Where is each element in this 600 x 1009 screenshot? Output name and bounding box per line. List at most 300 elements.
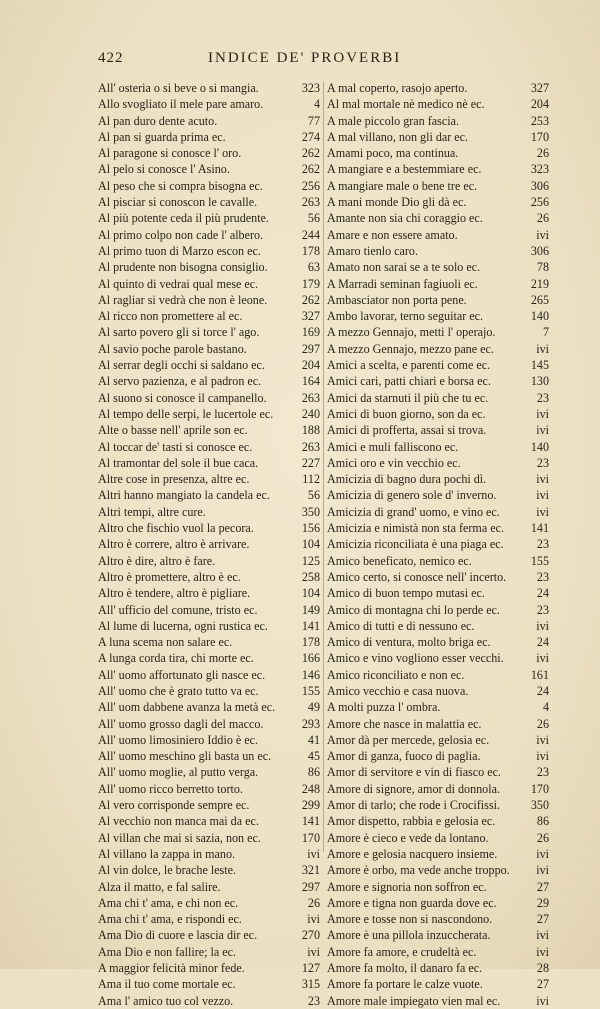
proverb-text: Al pan duro dente acuto. bbox=[98, 113, 218, 128]
page-reference: 56 bbox=[307, 211, 320, 226]
index-entry bbox=[327, 96, 549, 112]
page-reference: 26 bbox=[536, 830, 549, 845]
proverb-text: Amicizia riconciliata è una piaga ec. bbox=[327, 537, 504, 552]
page-reference: 4 bbox=[542, 700, 549, 715]
page-reference: 274 bbox=[301, 129, 320, 144]
index-entry bbox=[327, 536, 549, 552]
index-entry bbox=[98, 243, 320, 259]
index-entry bbox=[98, 520, 320, 536]
proverb-text: Ama chi t' ama, e chi non ec. bbox=[98, 895, 239, 910]
proverb-text: Al ricco non promettere al ec. bbox=[98, 309, 243, 324]
index-entry bbox=[327, 406, 549, 422]
page-reference: ivi bbox=[536, 944, 549, 959]
proverb-text: Al primo colpo non cade l' albero. bbox=[98, 227, 264, 242]
page-reference: 321 bbox=[301, 863, 320, 878]
index-entry bbox=[327, 341, 549, 357]
index-entry bbox=[98, 471, 320, 487]
page-reference: ivi bbox=[536, 227, 549, 242]
page-reference: 227 bbox=[301, 455, 320, 470]
index-entry bbox=[327, 993, 549, 1009]
page-reference: 293 bbox=[301, 716, 320, 731]
index-entry bbox=[98, 357, 320, 373]
proverb-text: Amici cari, patti chiari e borsa ec. bbox=[327, 374, 491, 389]
proverb-text: A luna scema non salare ec. bbox=[98, 635, 233, 650]
index-entry bbox=[327, 455, 549, 471]
proverb-text: Ambasciator non porta pene. bbox=[327, 292, 467, 307]
page-reference: 26 bbox=[536, 146, 549, 161]
index-entry bbox=[327, 439, 549, 455]
index-entry bbox=[327, 194, 549, 210]
index-entry bbox=[327, 797, 549, 813]
proverb-text: Alte o basse nell' aprile son ec. bbox=[98, 423, 248, 438]
proverb-text: Amare e non essere amato. bbox=[327, 227, 458, 242]
index-entry bbox=[98, 618, 320, 634]
proverb-text: Ambo lavorar, terno seguitar ec. bbox=[327, 309, 484, 324]
proverb-text: Al ragliar si vedrà che non è leone. bbox=[98, 292, 268, 307]
page-reference: 41 bbox=[307, 732, 320, 747]
index-entry bbox=[327, 390, 549, 406]
page-reference: 24 bbox=[536, 683, 549, 698]
proverb-text: Al pisciar si conoscon le cavalle. bbox=[98, 195, 258, 210]
page-reference: 27 bbox=[536, 879, 549, 894]
index-entry bbox=[327, 569, 549, 585]
index-entry bbox=[327, 895, 549, 911]
page-reference: 178 bbox=[301, 243, 320, 258]
proverb-text: All' uomo ricco berretto torto. bbox=[98, 781, 243, 796]
proverb-text: Amico e vino vogliono esser vecchi. bbox=[327, 651, 504, 666]
page-reference: 156 bbox=[301, 521, 320, 536]
proverb-text: Amore e gelosia nacquero insieme. bbox=[327, 846, 498, 861]
page-reference: 263 bbox=[301, 439, 320, 454]
page-reference: 141 bbox=[530, 521, 549, 536]
column-divider bbox=[323, 82, 324, 852]
page-reference: 350 bbox=[301, 504, 320, 519]
page-reference: 4 bbox=[313, 97, 320, 112]
proverb-text: Alza il matto, e fal salire. bbox=[98, 879, 221, 894]
page-reference: ivi bbox=[536, 488, 549, 503]
right-column bbox=[327, 80, 549, 1009]
proverb-text: Ama Dio di cuore e lascia dir ec. bbox=[98, 928, 258, 943]
page-reference: 188 bbox=[301, 423, 320, 438]
index-entry bbox=[98, 406, 320, 422]
proverb-text: Al savio poche parole bastano. bbox=[98, 341, 247, 356]
index-entry bbox=[98, 455, 320, 471]
index-entry bbox=[327, 308, 549, 324]
index-entry bbox=[98, 227, 320, 243]
index-entry bbox=[327, 667, 549, 683]
page-reference: 23 bbox=[536, 390, 549, 405]
index-entry bbox=[327, 113, 549, 129]
page-reference: 23 bbox=[536, 569, 549, 584]
proverb-text: Amico di montagna chi lo perde ec. bbox=[327, 602, 500, 617]
proverb-text: Amico di tutti e di nessuno ec. bbox=[327, 618, 475, 633]
index-entry bbox=[98, 699, 320, 715]
proverb-text: All' uom dabbene avanza la metà ec. bbox=[98, 700, 276, 715]
index-entry bbox=[98, 830, 320, 846]
proverb-text: Al peso che si compra bisogna ec. bbox=[98, 178, 263, 193]
page-reference: 297 bbox=[301, 341, 320, 356]
page-reference: 179 bbox=[301, 276, 320, 291]
index-entry bbox=[98, 813, 320, 829]
page-reference: 145 bbox=[530, 358, 549, 373]
index-entry bbox=[98, 129, 320, 145]
page-reference: 146 bbox=[301, 667, 320, 682]
index-entry bbox=[98, 276, 320, 292]
index-entry bbox=[98, 341, 320, 357]
index-entry bbox=[327, 618, 549, 634]
proverb-text: Amor di tarlo; che rode i Crocifissi. bbox=[327, 798, 500, 813]
proverb-text: Amore fa molto, il danaro fa ec. bbox=[327, 961, 483, 976]
proverb-text: All' osteria o si beve o si mangia. bbox=[98, 81, 259, 95]
proverb-text: Al vecchio non manca mai da ec. bbox=[98, 814, 259, 829]
running-header bbox=[98, 50, 540, 72]
index-entry bbox=[327, 324, 549, 340]
proverb-text: Al paragone si conosce l' oro. bbox=[98, 146, 242, 161]
index-entry bbox=[98, 96, 320, 112]
proverb-text: All' uomo limosiniero Iddio è ec. bbox=[98, 732, 259, 747]
index-entry bbox=[327, 80, 549, 96]
page-reference: 155 bbox=[301, 683, 320, 698]
index-entry bbox=[98, 797, 320, 813]
page-reference: 315 bbox=[301, 977, 320, 992]
page-reference: 140 bbox=[530, 439, 549, 454]
page-reference: 77 bbox=[307, 113, 320, 128]
index-entry bbox=[327, 243, 549, 259]
proverb-text: Amico beneficato, nemico ec. bbox=[327, 553, 472, 568]
proverb-text: Altro è promettere, altro è ec. bbox=[98, 569, 241, 584]
page-reference: 125 bbox=[301, 553, 320, 568]
page-reference: 127 bbox=[301, 961, 320, 976]
proverb-text: Amore è una pillola inzuccherata. bbox=[327, 928, 491, 943]
proverb-text: Altri hanno mangiato la candela ec. bbox=[98, 488, 270, 503]
index-entry bbox=[327, 129, 549, 145]
page-reference: 219 bbox=[530, 276, 549, 291]
page-reference: ivi bbox=[536, 993, 549, 1008]
index-entry bbox=[327, 830, 549, 846]
index-entry bbox=[327, 520, 549, 536]
proverb-text: Al villan che mai si sazia, non ec. bbox=[98, 830, 261, 845]
proverb-text: Altro è dire, altro è fare. bbox=[98, 553, 216, 568]
index-entry bbox=[98, 373, 320, 389]
proverb-text: Amici e muli falliscono ec. bbox=[327, 439, 459, 454]
proverb-text: A mani monde Dio gli dà ec. bbox=[327, 195, 467, 210]
index-entry bbox=[98, 764, 320, 780]
proverb-text: Ama chi t' ama, e rispondi ec. bbox=[98, 912, 242, 927]
page-reference: 141 bbox=[301, 618, 320, 633]
proverb-text: Al tramontar del sole il bue caca. bbox=[98, 455, 259, 470]
proverb-text: Amore è orbo, ma vede anche troppo. bbox=[327, 863, 510, 878]
page-reference: 112 bbox=[302, 472, 320, 487]
index-entry bbox=[327, 553, 549, 569]
page-reference: 7 bbox=[542, 325, 549, 340]
page-reference: 178 bbox=[301, 635, 320, 650]
index-entry bbox=[327, 862, 549, 878]
proverb-text: Altro è tendere, altro è pigliare. bbox=[98, 586, 251, 601]
index-entry bbox=[98, 210, 320, 226]
proverb-text: Al vin dolce, le brache leste. bbox=[98, 863, 237, 878]
index-entry bbox=[98, 145, 320, 161]
page-reference: 86 bbox=[536, 814, 549, 829]
proverb-text: Amante non sia chi coraggio ec. bbox=[327, 211, 483, 226]
proverb-text: Ama il tuo come mortale ec. bbox=[98, 977, 236, 992]
index-entry bbox=[98, 911, 320, 927]
proverb-text: All' uomo che è grato tutto va ec. bbox=[98, 683, 259, 698]
proverb-text: Amor di servitore e vin di fiasco ec. bbox=[327, 765, 501, 780]
page-reference: 327 bbox=[530, 81, 549, 95]
index-entry bbox=[98, 487, 320, 503]
page-reference: 166 bbox=[301, 651, 320, 666]
index-entry bbox=[327, 748, 549, 764]
proverb-text: All' uomo meschino gli basta un ec. bbox=[98, 749, 272, 764]
proverb-text: Amor dispetto, rabbia e gelosia ec. bbox=[327, 814, 496, 829]
proverb-text: Amico di buon tempo mutasi ec. bbox=[327, 586, 485, 601]
page-reference: 170 bbox=[530, 129, 549, 144]
page-reference: 27 bbox=[536, 977, 549, 992]
page-reference: ivi bbox=[536, 618, 549, 633]
page-reference: 141 bbox=[301, 814, 320, 829]
index-entry bbox=[98, 667, 320, 683]
page-reference: 23 bbox=[536, 537, 549, 552]
proverb-text: Amici oro e vin vecchio ec. bbox=[327, 455, 461, 470]
index-entry bbox=[98, 178, 320, 194]
page-reference: 170 bbox=[530, 781, 549, 796]
index-entry bbox=[98, 781, 320, 797]
index-entry bbox=[98, 292, 320, 308]
index-entry bbox=[327, 585, 549, 601]
proverb-text: A maggior felicità minor fede. bbox=[98, 961, 245, 976]
index-entry bbox=[98, 553, 320, 569]
page-reference: 104 bbox=[301, 586, 320, 601]
page-reference: 86 bbox=[307, 765, 320, 780]
index-entry bbox=[327, 976, 549, 992]
proverb-text: Altri tempi, altre cure. bbox=[98, 504, 206, 519]
proverb-text: A mal villano, non gli dar ec. bbox=[327, 129, 469, 144]
proverb-text: Amore di signore, amor di donnola. bbox=[327, 781, 500, 796]
index-entry bbox=[327, 927, 549, 943]
proverb-text: A molti puzza l' ombra. bbox=[327, 700, 441, 715]
page-reference: 263 bbox=[301, 195, 320, 210]
index-entry bbox=[98, 390, 320, 406]
page-reference: 56 bbox=[307, 488, 320, 503]
proverb-text: Amico vecchio e casa nuova. bbox=[327, 683, 469, 698]
page-reference: 24 bbox=[536, 635, 549, 650]
index-entry bbox=[98, 80, 320, 96]
proverb-text: Al lume di lucerna, ogni rustica ec. bbox=[98, 618, 268, 633]
proverb-text: Al primo tuon di Marzo escon ec. bbox=[98, 243, 261, 258]
page-reference: 49 bbox=[307, 700, 320, 715]
page-reference: 23 bbox=[536, 455, 549, 470]
index-entry bbox=[327, 471, 549, 487]
proverb-text: Altre cose in presenza, altre ec. bbox=[98, 472, 250, 487]
proverb-text: Amicizia di genero sole d' inverno. bbox=[327, 488, 497, 503]
index-entry bbox=[327, 292, 549, 308]
page-reference: 240 bbox=[301, 406, 320, 421]
index-entry bbox=[98, 748, 320, 764]
page-reference: 204 bbox=[301, 358, 320, 373]
proverb-text: Amor dà per mercede, gelosia ec. bbox=[327, 732, 490, 747]
page-reference: ivi bbox=[536, 423, 549, 438]
page-reference: ivi bbox=[536, 846, 549, 861]
page-reference: 270 bbox=[301, 928, 320, 943]
page-reference: ivi bbox=[536, 504, 549, 519]
proverb-text: Altro è correre, altro è arrivare. bbox=[98, 537, 250, 552]
index-entry bbox=[98, 504, 320, 520]
index-entry bbox=[98, 879, 320, 895]
index-entry bbox=[98, 895, 320, 911]
index-entry bbox=[98, 716, 320, 732]
page-reference: 130 bbox=[530, 374, 549, 389]
index-entry bbox=[327, 276, 549, 292]
proverb-text: Allo svogliato il mele pare amaro. bbox=[98, 97, 264, 112]
proverb-text: Al quinto di vedrai qual mese ec. bbox=[98, 276, 259, 291]
index-entry bbox=[98, 846, 320, 862]
page-reference: 262 bbox=[301, 162, 320, 177]
index-entry bbox=[327, 716, 549, 732]
index-entry bbox=[98, 634, 320, 650]
proverb-text: Al mal mortale nè medico nè ec. bbox=[327, 97, 485, 112]
proverb-text: Amore male impiegato vien mal ec. bbox=[327, 993, 501, 1008]
proverb-text: Al sarto povero gli si torce l' ago. bbox=[98, 325, 260, 340]
page-reference: 256 bbox=[530, 195, 549, 210]
index-entry bbox=[98, 862, 320, 878]
proverb-text: Amici di profferta, assai si trova. bbox=[327, 423, 487, 438]
index-entry bbox=[327, 911, 549, 927]
proverb-text: Amicizia di grand' uomo, e vino ec. bbox=[327, 504, 500, 519]
page-reference: 23 bbox=[536, 602, 549, 617]
index-entry bbox=[327, 813, 549, 829]
index-entry bbox=[98, 944, 320, 960]
page-reference: 26 bbox=[536, 211, 549, 226]
proverb-text: A mezzo Gennajo, metti l' operajo. bbox=[327, 325, 496, 340]
proverb-text: Amore e tigna non guarda dove ec. bbox=[327, 895, 497, 910]
proverb-text: Amore e tosse non si nascondono. bbox=[327, 912, 493, 927]
page-reference: ivi bbox=[536, 928, 549, 943]
proverb-text: Amaro tienlo caro. bbox=[327, 243, 419, 258]
page-reference: 28 bbox=[536, 961, 549, 976]
proverb-text: Amici da starnuti il più che tu ec. bbox=[327, 390, 489, 405]
index-entry bbox=[327, 178, 549, 194]
proverb-text: Al servo pazienza, e al padron ec. bbox=[98, 374, 262, 389]
index-entry bbox=[327, 422, 549, 438]
proverb-text: Al villano la zappa in mano. bbox=[98, 846, 236, 861]
index-entry bbox=[327, 634, 549, 650]
page-reference: 104 bbox=[301, 537, 320, 552]
proverb-text: Al prudente non bisogna consiglio. bbox=[98, 260, 268, 275]
page-reference: 327 bbox=[301, 309, 320, 324]
page-reference: 26 bbox=[536, 716, 549, 731]
proverb-text: Altro che fischio vuol la pecora. bbox=[98, 521, 254, 536]
page-reference: 45 bbox=[307, 749, 320, 764]
proverb-text: All' uomo affortunato gli nasce ec. bbox=[98, 667, 266, 682]
page-reference: ivi bbox=[536, 749, 549, 764]
page-reference: 169 bbox=[301, 325, 320, 340]
index-entry bbox=[327, 145, 549, 161]
proverb-text: Al più potente ceda il più prudente. bbox=[98, 211, 269, 226]
page-reference: ivi bbox=[307, 944, 320, 959]
index-entry bbox=[98, 585, 320, 601]
page-reference: 204 bbox=[530, 97, 549, 112]
proverb-text: Amor di ganza, fuoco di paglia. bbox=[327, 749, 481, 764]
index-entry bbox=[327, 602, 549, 618]
proverb-text: All' ufficio del comune, tristo ec. bbox=[98, 602, 258, 617]
index-entry bbox=[327, 732, 549, 748]
index-entry bbox=[327, 487, 549, 503]
left-column bbox=[98, 80, 320, 1009]
page-reference: ivi bbox=[307, 912, 320, 927]
proverb-text: Amami poco, ma continua. bbox=[327, 146, 459, 161]
page-number: 422 bbox=[98, 50, 124, 66]
proverb-text: A mal coperto, rasojo aperto. bbox=[327, 81, 468, 95]
proverb-text: Amico certo, si conosce nell' incerto. bbox=[327, 569, 507, 584]
proverb-text: All' uomo grosso dagli del macco. bbox=[98, 716, 264, 731]
index-entry bbox=[98, 683, 320, 699]
proverb-text: A mezzo Gennajo, mezzo pane ec. bbox=[327, 341, 494, 356]
proverb-text: Amore e signoria non soffron ec. bbox=[327, 879, 487, 894]
proverb-text: Amore fa amore, e crudeltà ec. bbox=[327, 944, 477, 959]
page-reference: ivi bbox=[536, 651, 549, 666]
page-reference: 262 bbox=[301, 146, 320, 161]
index-entry bbox=[327, 161, 549, 177]
proverb-text: Amore che nasce in malattia ec. bbox=[327, 716, 482, 731]
proverb-text: Al vero corrisponde sempre ec. bbox=[98, 798, 250, 813]
proverb-text: A mangiare e a bestemmiare ec. bbox=[327, 162, 482, 177]
index-entry bbox=[98, 732, 320, 748]
index-entry bbox=[327, 259, 549, 275]
index-entry bbox=[327, 781, 549, 797]
page-reference: 63 bbox=[307, 260, 320, 275]
page-reference: 24 bbox=[536, 586, 549, 601]
index-entry bbox=[327, 846, 549, 862]
index-entry bbox=[98, 602, 320, 618]
page-reference: ivi bbox=[536, 341, 549, 356]
page-reference: 161 bbox=[530, 667, 549, 682]
proverb-text: Al tempo delle serpi, le lucertole ec. bbox=[98, 406, 274, 421]
index-entry bbox=[98, 324, 320, 340]
page-reference: 23 bbox=[307, 993, 320, 1008]
proverb-text: A lunga corda tira, chi morte ec. bbox=[98, 651, 254, 666]
index-entry bbox=[327, 879, 549, 895]
page-reference: 297 bbox=[301, 879, 320, 894]
page-reference: 170 bbox=[301, 830, 320, 845]
page-title: INDICE DE' PROVERBI bbox=[208, 50, 402, 66]
index-entry bbox=[98, 927, 320, 943]
proverb-text: Amore fa portare le calze vuote. bbox=[327, 977, 483, 992]
proverb-text: Amici a scelta, e parenti come ec. bbox=[327, 358, 491, 373]
page-reference: ivi bbox=[536, 732, 549, 747]
page-reference: 27 bbox=[536, 912, 549, 927]
proverb-text: Ama l' amico tuo col vezzo. bbox=[98, 993, 234, 1008]
index-entry bbox=[98, 161, 320, 177]
proverb-text: Amicizia di bagno dura pochi dì. bbox=[327, 472, 487, 487]
index-entry bbox=[98, 536, 320, 552]
page-reference: 265 bbox=[530, 292, 549, 307]
page-reference: 258 bbox=[301, 569, 320, 584]
index-entry bbox=[327, 764, 549, 780]
page-reference: 155 bbox=[530, 553, 549, 568]
index-entry bbox=[327, 944, 549, 960]
proverb-text: Al pan si guarda prima ec. bbox=[98, 129, 226, 144]
page-reference: ivi bbox=[536, 863, 549, 878]
page-reference: 323 bbox=[301, 81, 320, 95]
proverb-text: Amicizia e nimistà non sta ferma ec. bbox=[327, 521, 504, 536]
index-entry bbox=[98, 308, 320, 324]
page-reference: 23 bbox=[536, 765, 549, 780]
index-entry bbox=[98, 194, 320, 210]
page-reference: 350 bbox=[530, 798, 549, 813]
page-reference: 306 bbox=[530, 178, 549, 193]
page-reference: 140 bbox=[530, 309, 549, 324]
page-reference: 306 bbox=[530, 243, 549, 258]
